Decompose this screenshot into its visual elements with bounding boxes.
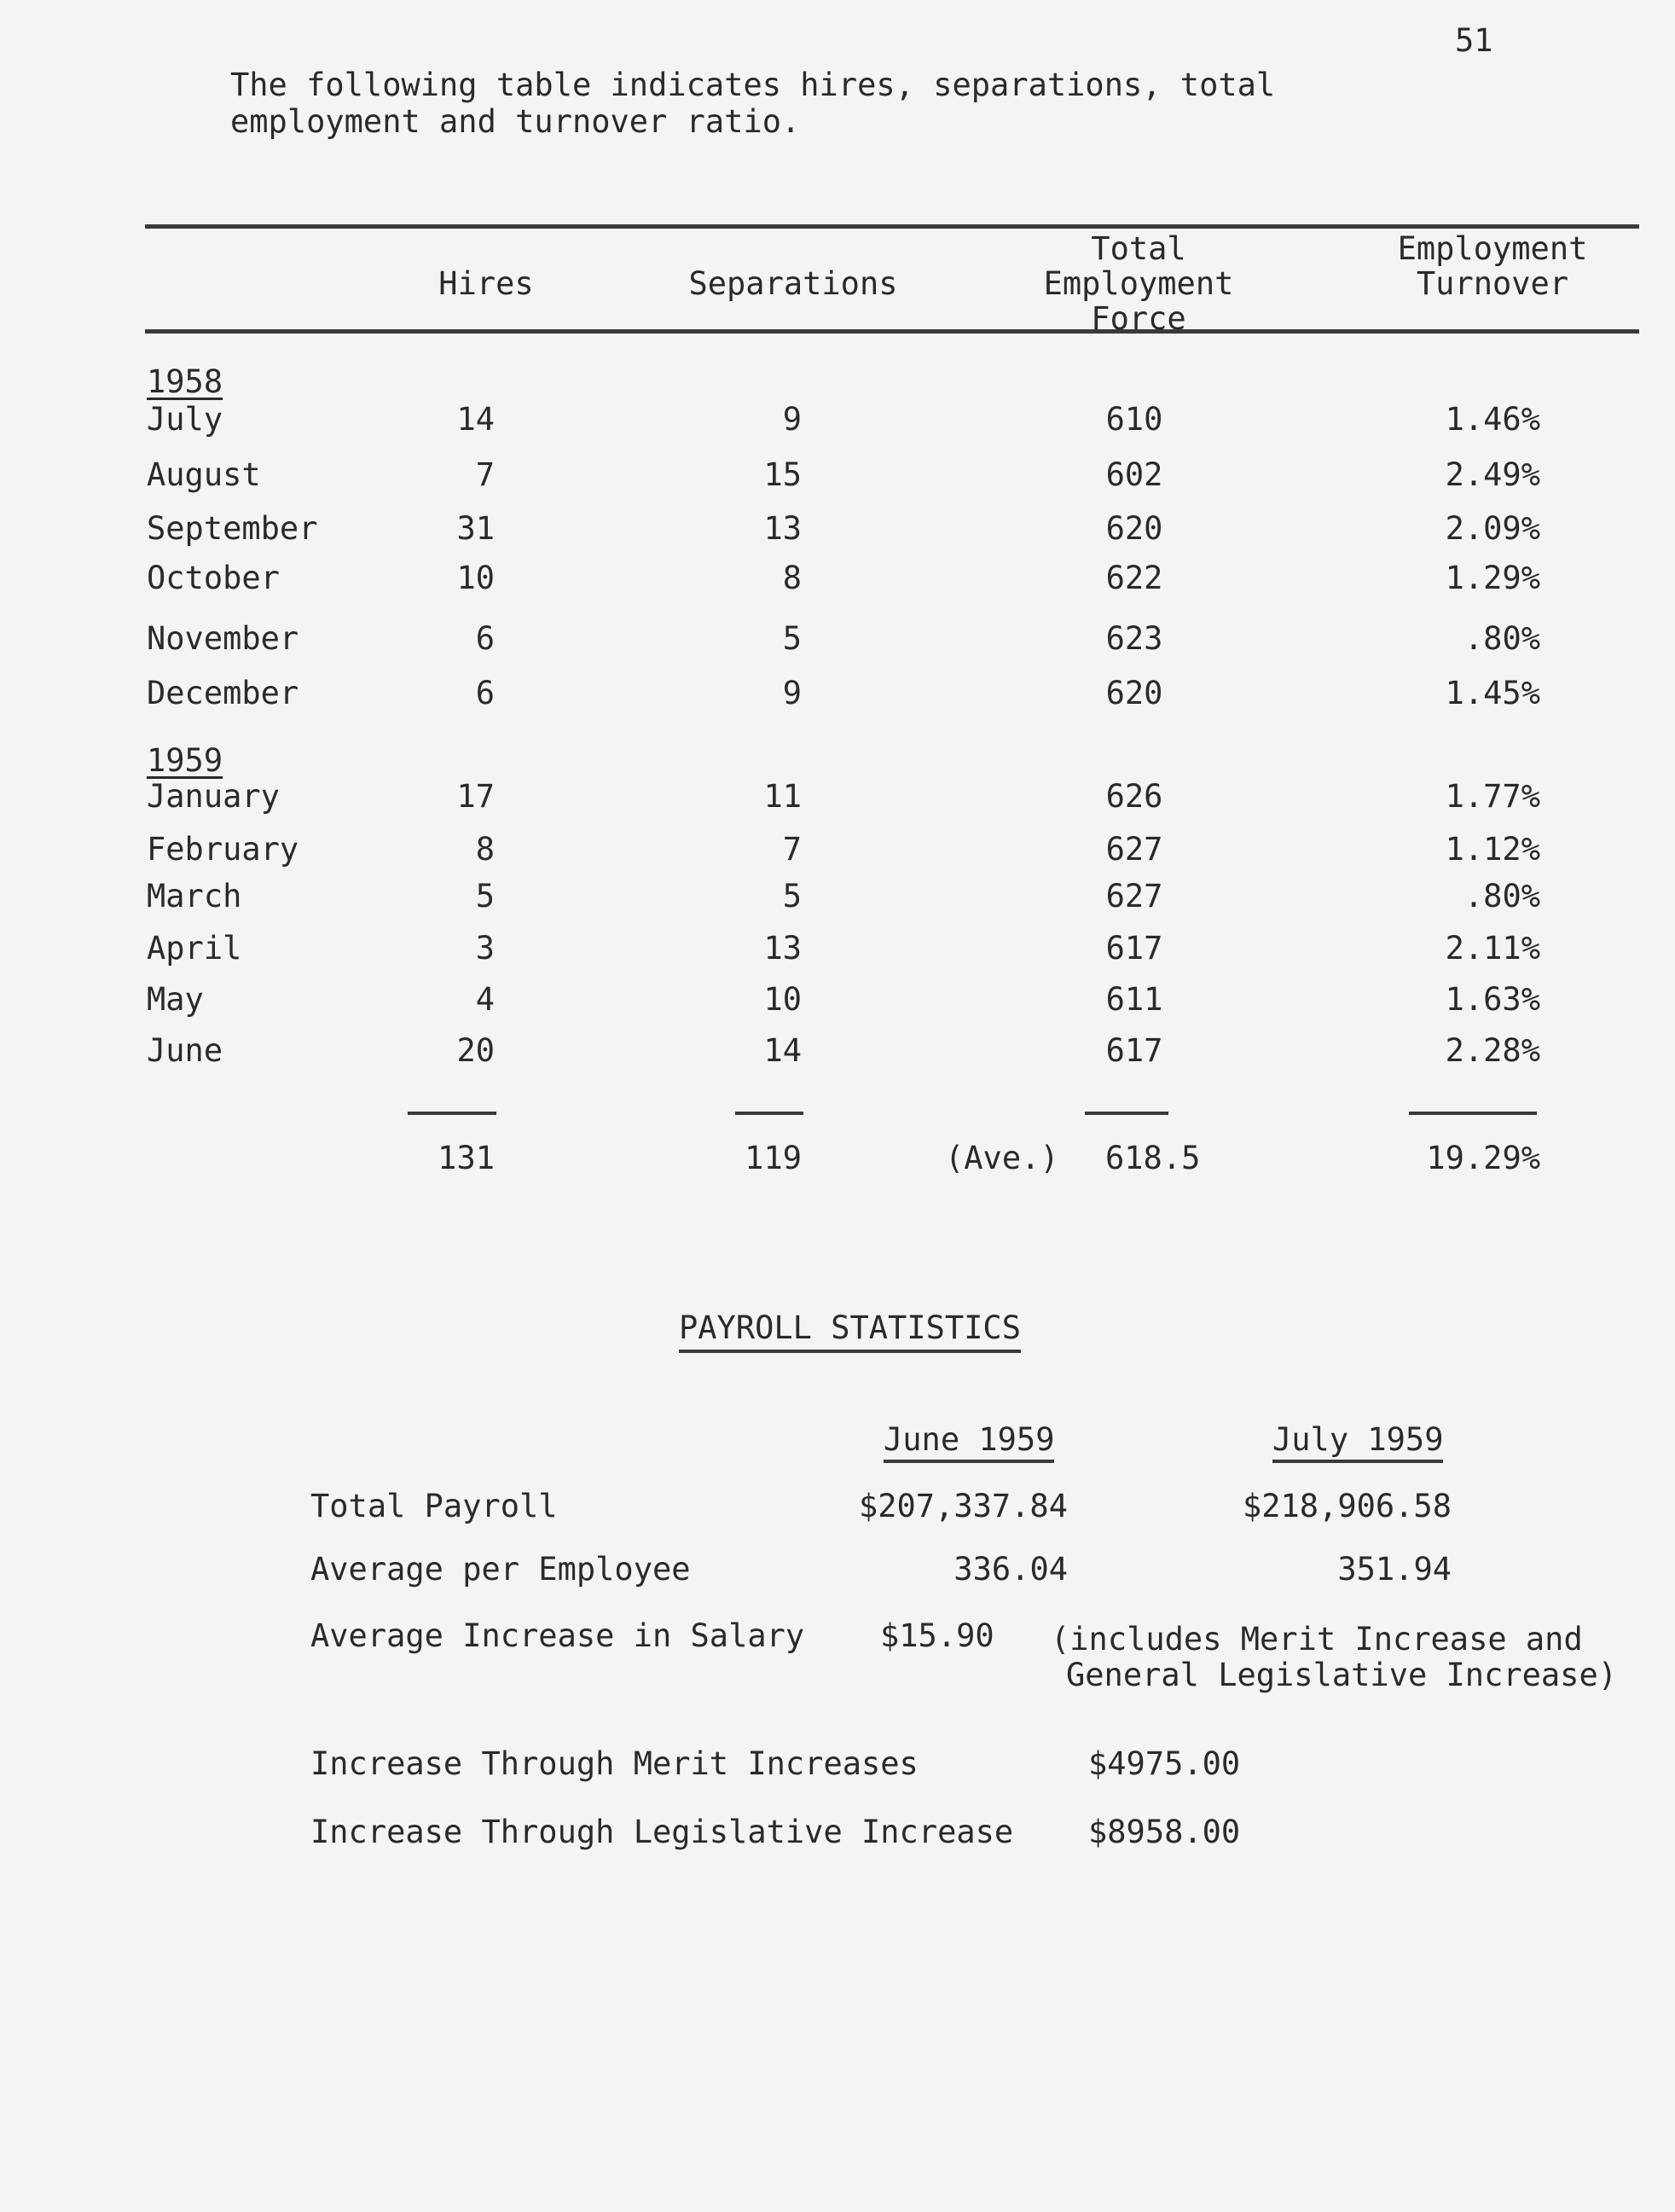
year-label-1959: 1959 [147,742,223,779]
hires-cell: 3 [475,930,495,967]
table-row [0,778,1675,816]
separations-cell: 10 [763,981,802,1018]
month-cell: December [147,675,299,711]
turnover-cell: 2.49% [1445,456,1540,493]
separations-cell: 5 [782,620,802,657]
separations-cell: 9 [782,401,802,438]
separations-cell: 15 [763,456,802,493]
table-row [0,401,1675,438]
total-cell: 617 [1105,1032,1163,1069]
header-total-employment-force: Total Employment Force [1043,230,1234,337]
turnover-total: 19.29% [1426,1140,1540,1176]
totals-row [0,1140,1675,1177]
hires-cell: 4 [475,981,495,1018]
month-cell: January [147,778,280,815]
separations-total: 119 [745,1140,802,1176]
turnover-cell: 2.11% [1445,930,1540,967]
table-row [0,831,1675,868]
total-payroll-july: $218,906.58 [1242,1488,1452,1524]
total-force-total-rule [1085,1112,1168,1115]
payroll-statistics-title: PAYROLL STATISTICS [679,1309,1021,1353]
total-cell: 617 [1105,930,1163,967]
turnover-cell: 1.77% [1445,778,1540,815]
separations-cell: 13 [763,930,802,967]
month-cell: February [147,831,299,868]
turnover-cell: 1.46% [1445,401,1540,438]
merit-increase-value: $4975.00 [1088,1745,1241,1782]
separations-cell: 11 [763,778,802,815]
separations-cell: 8 [782,560,802,596]
hires-cell: 8 [475,831,495,868]
separations-cell: 14 [763,1032,802,1069]
total-cell: 620 [1105,510,1163,547]
total-cell: 627 [1105,831,1163,868]
month-cell: May [147,981,204,1018]
year-label-1958: 1958 [147,363,223,400]
page-number: 51 [1455,22,1493,59]
month-cell: July [147,401,223,438]
separations-total-rule [735,1112,803,1115]
total-cell: 611 [1105,981,1163,1018]
hires-cell: 6 [475,675,495,711]
table-row [0,981,1675,1019]
total-cell: 626 [1105,778,1163,815]
average-increase-value: $15.90 [880,1617,994,1654]
turnover-cell: .80% [1463,878,1540,914]
month-cell: March [147,878,242,914]
hires-total: 131 [438,1140,495,1176]
header-hires: Hires [438,265,534,302]
table-row [0,930,1675,967]
table-row [0,456,1675,494]
total-cell: 627 [1105,878,1163,914]
legislative-increase-label: Increase Through Legislative Increase [310,1814,1014,1850]
separations-cell: 9 [782,675,802,711]
table-header-rule [145,329,1639,334]
month-cell: October [147,560,280,596]
average-label: (Ave.) [945,1140,1059,1176]
separations-cell: 5 [782,878,802,914]
hires-total-rule [408,1112,496,1115]
month-cell: April [147,930,242,967]
turnover-cell: 1.45% [1445,675,1540,711]
total-cell: 620 [1105,675,1163,711]
intro-paragraph: The following table indicates hires, separations, total employment and turnover ratio. [230,67,1276,140]
turnover-cell: 1.63% [1445,981,1540,1018]
hires-cell: 5 [475,878,495,914]
table-row [0,510,1675,548]
turnover-total-rule [1409,1112,1537,1115]
month-cell: August [147,456,261,493]
month-cell: September [147,510,318,547]
hires-cell: 14 [456,401,495,438]
total-cell: 622 [1105,560,1163,596]
table-row [0,560,1675,597]
hires-cell: 7 [475,456,495,493]
hires-cell: 31 [456,510,495,547]
column-june-1959: June 1959 [884,1421,1054,1463]
turnover-cell: 1.12% [1445,831,1540,868]
turnover-cell: 2.09% [1445,510,1540,547]
turnover-cell: 2.28% [1445,1032,1540,1069]
hires-cell: 20 [456,1032,495,1069]
average-increase-note-line1: (includes Merit Increase and [1051,1621,1583,1658]
table-row [0,1032,1675,1070]
month-cell: June [147,1032,223,1069]
average-increase-label: Average Increase in Salary [310,1617,805,1654]
turnover-cell: 1.29% [1445,560,1540,596]
total-cell: 623 [1105,620,1163,657]
separations-cell: 7 [782,831,802,868]
table-row [0,675,1675,712]
table-row [0,620,1675,658]
turnover-cell: .80% [1463,620,1540,657]
header-separations: Separations [688,265,898,302]
total-cell: 602 [1105,456,1163,493]
hires-cell: 10 [456,560,495,596]
total-payroll-june: $207,337.84 [858,1488,1068,1524]
column-july-1959: July 1959 [1272,1421,1443,1463]
merit-increase-label: Increase Through Merit Increases [310,1745,919,1782]
average-increase-note-line2: General Legislative Increase) [1066,1657,1618,1693]
month-cell: November [147,620,299,657]
total-force-average: 618.5 [1105,1140,1201,1176]
hires-cell: 6 [475,620,495,657]
separations-cell: 13 [763,510,802,547]
total-payroll-label: Total Payroll [310,1488,558,1524]
average-per-employee-july: 351.94 [1337,1551,1452,1588]
legislative-increase-value: $8958.00 [1088,1814,1241,1850]
header-employment-turnover: Employment Turnover [1397,230,1588,302]
average-per-employee-june: 336.04 [953,1551,1068,1588]
table-top-rule [145,224,1639,229]
hires-cell: 17 [456,778,495,815]
total-cell: 610 [1105,401,1163,438]
average-per-employee-label: Average per Employee [310,1551,691,1588]
table-row [0,878,1675,915]
